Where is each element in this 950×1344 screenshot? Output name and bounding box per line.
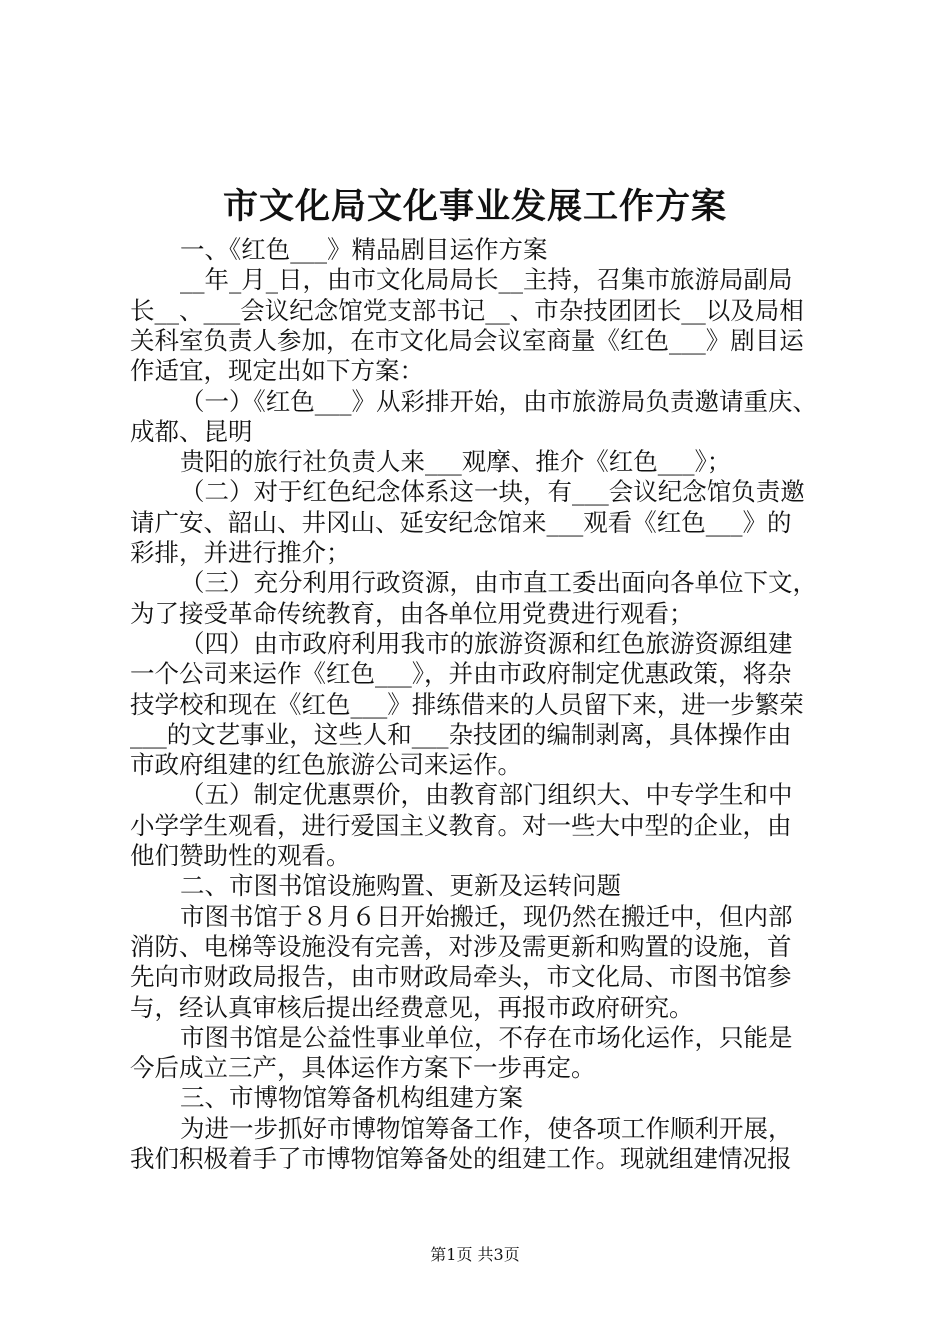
- text-line: 成都、昆明: [130, 417, 253, 446]
- text-line: 一个公司来运作《红色___》，并由市政府制定优惠政策，将杂: [130, 659, 792, 688]
- text-line: 为了接受革命传统教育，由各单位用党费进行观看；: [130, 599, 694, 628]
- text-line: ___的文艺事业，这些人和___杂技团的编制剥离，具体操作由: [130, 720, 792, 749]
- text-line: （三）充分利用行政资源，由市直工委出面向各单位下文，: [180, 568, 817, 597]
- text-line: 先向市财政局报告，由市财政局牵头，市文化局、市图书馆参: [130, 962, 792, 991]
- text-line: 市政府组建的红色旅游公司来运作。: [130, 750, 522, 779]
- section-heading-1: 一、《红色___》精品剧目运作方案: [180, 235, 548, 264]
- text-line: 他们赞助性的观看。: [130, 841, 351, 870]
- text-line: 消防、电梯等设施没有完善，对涉及需更新和购置的设施，首: [130, 932, 792, 961]
- text-line: 作适宜，现定出如下方案：: [130, 356, 424, 385]
- text-line: 贵阳的旅行社负责人来___观摩、推介《红色___》；: [180, 447, 732, 476]
- text-line: 为进一步抓好市博物馆筹备工作，使各项工作顺利开展，: [180, 1114, 793, 1143]
- section-heading-3: 三、市博物馆筹备机构组建方案: [180, 1083, 523, 1112]
- text-line: （二）对于红色纪念体系这一块，有___会议纪念馆负责邀: [180, 477, 805, 506]
- text-line: 市图书馆于８月６日开始搬迁，现仍然在搬迁中，但内部: [180, 902, 793, 931]
- page-footer: 第1页 共3页: [430, 1245, 520, 1264]
- text-line: （一）《红色___》从彩排开始，由市旅游局负责邀请重庆、: [180, 387, 817, 416]
- text-line: 关科室负责人参加，在市文化局会议室商量《红色___》剧目运: [130, 326, 804, 355]
- section-heading-2: 二、市图书馆设施购置、更新及运转问题: [180, 871, 621, 900]
- text-line: 与，经认真审核后提出经费意见，再报市政府研究。: [130, 993, 694, 1022]
- text-line: 今后成立三产，具体运作方案下一步再定。: [130, 1053, 596, 1082]
- text-line: 我们积极着手了市博物馆筹备处的组建工作。现就组建情况报: [130, 1144, 792, 1173]
- text-line: （五）制定优惠票价，由教育部门组织大、中专学生和中: [180, 780, 793, 809]
- document-title: 市文化局文化事业发展工作方案: [222, 186, 727, 227]
- text-line: 请广安、韶山、井冈山、延安纪念馆来___观看《红色___》的: [130, 508, 792, 537]
- text-line: __年_月_日，由市文化局局长__主持，召集市旅游局副局: [180, 265, 793, 294]
- text-line: 长__、___会议纪念馆党支部书记__、市杂技团团长__以及局相: [130, 296, 804, 325]
- text-line: 小学学生观看，进行爱国主义教育。对一些大中型的企业，由: [130, 811, 792, 840]
- text-line: 彩排，并进行推介；: [130, 538, 351, 567]
- text-line: 市图书馆是公益性事业单位，不存在市场化运作，只能是: [180, 1023, 793, 1052]
- text-line: （四）由市政府利用我市的旅游资源和红色旅游资源组建: [180, 629, 793, 658]
- text-line: 技学校和现在《红色___》排练借来的人员留下来，进一步繁荣: [130, 690, 804, 719]
